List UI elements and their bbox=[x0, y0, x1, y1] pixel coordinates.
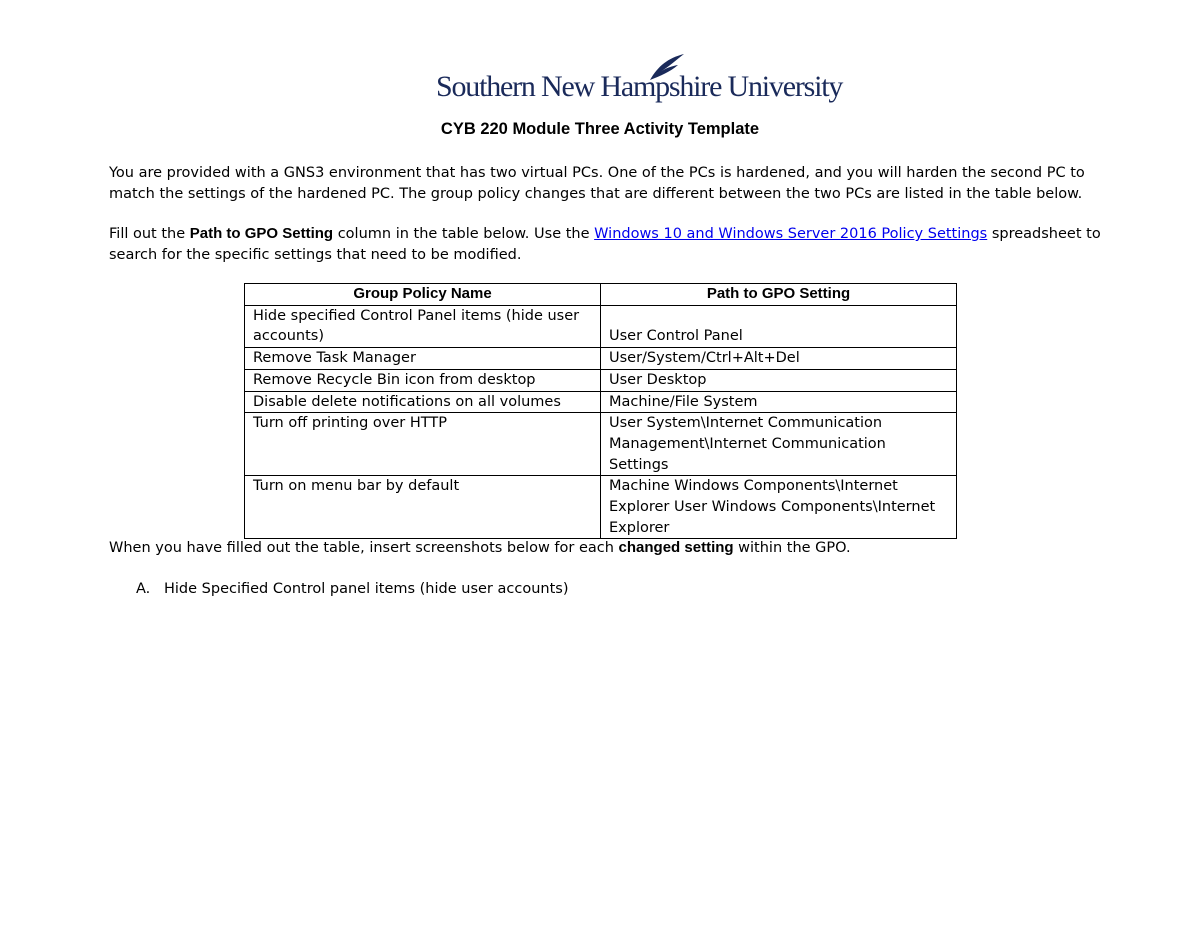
closing-text-1: When you have filled out the table, insert screenshots below for each bbox=[109, 540, 619, 556]
instructions-paragraph bbox=[109, 224, 1109, 265]
table-header-row bbox=[245, 284, 957, 306]
table-row bbox=[245, 391, 957, 413]
table-row bbox=[245, 348, 957, 370]
policy-name-cell: Remove Recycle Bin icon from desktop bbox=[245, 369, 601, 391]
policy-name-cell: Disable delete notifications on all volumes bbox=[245, 391, 601, 413]
intro-paragraph: You are provided with a GNS3 environment that has two virtual PCs. One of the PCs is hardened, and you will harden the second PC to match the settings of the hardened PC. The group policy changes that are different between the two PCs are listed in the table below. bbox=[109, 165, 1085, 202]
header-group-policy-name: Group Policy Name bbox=[245, 284, 601, 306]
gpo-path-cell: User Control Panel bbox=[601, 305, 957, 347]
instructions-text-2: column in the table below. Use the bbox=[333, 226, 595, 242]
policy-settings-link[interactable]: Windows 10 and Windows Server 2016 Policy Settings bbox=[594, 226, 988, 242]
gpo-path-cell: Machine Windows Components\Internet Explorer User Windows Components\Internet Explorer bbox=[601, 476, 957, 539]
gpo-path-cell: User/System/Ctrl+Alt+Del bbox=[601, 348, 957, 370]
table-row bbox=[245, 369, 957, 391]
gpo-table bbox=[244, 283, 957, 539]
instructions-bold-text: Path to GPO Setting bbox=[189, 225, 334, 242]
instructions-text-1: Fill out the bbox=[109, 226, 190, 242]
closing-paragraph bbox=[109, 538, 1109, 559]
feather-icon bbox=[646, 52, 686, 82]
table-row bbox=[245, 413, 957, 476]
table-row bbox=[245, 305, 957, 347]
gpo-path-cell: User Desktop bbox=[601, 369, 957, 391]
page-title: CYB 220 Module Three Activity Template bbox=[440, 120, 760, 138]
list-item-text: Hide Specified Control panel items (hide user accounts) bbox=[164, 581, 569, 597]
list-item bbox=[136, 579, 568, 600]
instructions-text-3: spreadsheet to search for the specific settings that need to be modified. bbox=[109, 226, 1101, 263]
header-path-to-gpo-setting: Path to GPO Setting bbox=[601, 284, 957, 306]
table-row bbox=[245, 476, 957, 539]
policy-name-cell: Turn off printing over HTTP bbox=[245, 413, 601, 476]
university-logo bbox=[436, 62, 843, 106]
gpo-path-cell: User System\Internet Communication Management\Internet Communication Settings bbox=[601, 413, 957, 476]
policy-name-cell: Hide specified Control Panel items (hide user accounts) bbox=[245, 305, 601, 347]
gpo-path-cell: Machine/File System bbox=[601, 391, 957, 413]
logo-text: Southern New Hampshire University bbox=[436, 70, 843, 103]
policy-name-cell: Turn on menu bar by default bbox=[245, 476, 601, 539]
closing-text-2: within the GPO. bbox=[733, 540, 851, 556]
closing-bold-text: changed setting bbox=[618, 539, 734, 556]
policy-name-cell: Remove Task Manager bbox=[245, 348, 601, 370]
list-marker: A. bbox=[136, 581, 151, 597]
